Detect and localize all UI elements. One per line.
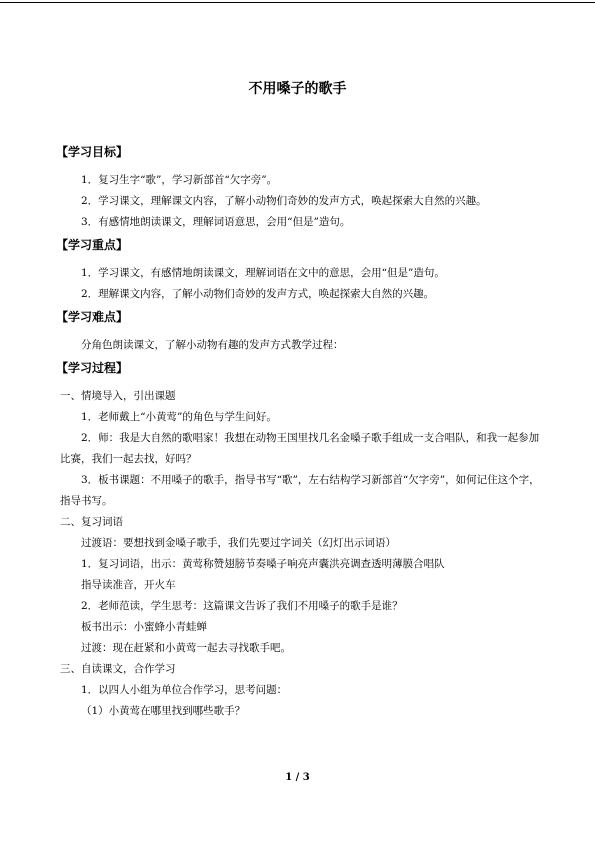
paragraph: 3．板书课题：不用嗓子的歌手，指导书写“歌”，左右结构学习新部首“欠字旁”，如何记住这个字，指导书写。	[60, 474, 540, 507]
paragraph: （1）小黄莺在哪里找到哪些歌手？	[81, 705, 246, 717]
section-heading-key-points: 【学习重点】	[56, 238, 129, 252]
difficulty-text: 分角色朗读课文，了解小动物有趣的发声方式教学过程：	[81, 339, 344, 351]
paragraph: 过渡语：要想找到金嗓子歌手，我们先要过字词关（幻灯出示词语）	[81, 537, 396, 549]
process-part-title: 二、复习词语	[60, 516, 123, 528]
paragraph: 2．师：我是大自然的歌唱家！我想在动物王国里找几名金嗓子歌手组成一支合唱队，和我一起参加比赛，我们一起去找，好吗？	[60, 432, 540, 465]
paragraph: 1．复习词语，出示：黄莺称赞翅膀节奏嗓子响亮声囊洪亮调查透明薄膜合唱队	[81, 558, 445, 570]
paragraph: 过渡：现在赶紧和小黄莺一起去寻找歌手吧。	[81, 642, 291, 654]
header-rule	[0, 2, 595, 3]
goal-item: 1．复习生字“歌”，学习新部首“欠字旁”。	[81, 174, 278, 186]
goal-item: 2．学习课文，理解课文内容，了解小动物们奇妙的发声方式，唤起探索大自然的兴趣。	[81, 195, 487, 207]
paragraph: 1．老师戴上“小黄莺”的角色与学生问好。	[81, 411, 277, 423]
page-number: 1 / 3	[285, 772, 310, 783]
section-heading-goals: 【学习目标】	[56, 145, 129, 159]
document-body	[56, 140, 540, 722]
key-point-item: 2．理解课文内容，了解小动物们奇妙的发声方式，唤起探索大自然的兴趣。	[81, 288, 435, 300]
process-part-title: 一、情境导入，引出课题	[60, 390, 176, 402]
document-title: 不用嗓子的歌手	[248, 81, 347, 97]
process-part-title: 三、自读课文，合作学习	[60, 663, 176, 675]
paragraph: 1．以四人小组为单位合作学习，思考问题：	[81, 684, 288, 696]
goal-item: 3．有感情地朗读课文，理解词语意思，会用“但是”造句。	[81, 216, 351, 228]
key-point-item: 1．学习课文，有感情地朗读课文，理解词语在文中的意思，会用“但是”造句。	[81, 267, 445, 279]
paragraph: 指导读准音，开火车	[81, 579, 176, 591]
section-heading-difficulties: 【学习难点】	[56, 310, 129, 324]
paragraph: 2．老师范读，学生思考：这篇课文告诉了我们不用嗓子的歌手是谁？	[81, 600, 403, 612]
section-heading-process: 【学习过程】	[56, 361, 129, 375]
paragraph: 板书出示：小蜜蜂小青蛙蝉	[81, 621, 207, 633]
